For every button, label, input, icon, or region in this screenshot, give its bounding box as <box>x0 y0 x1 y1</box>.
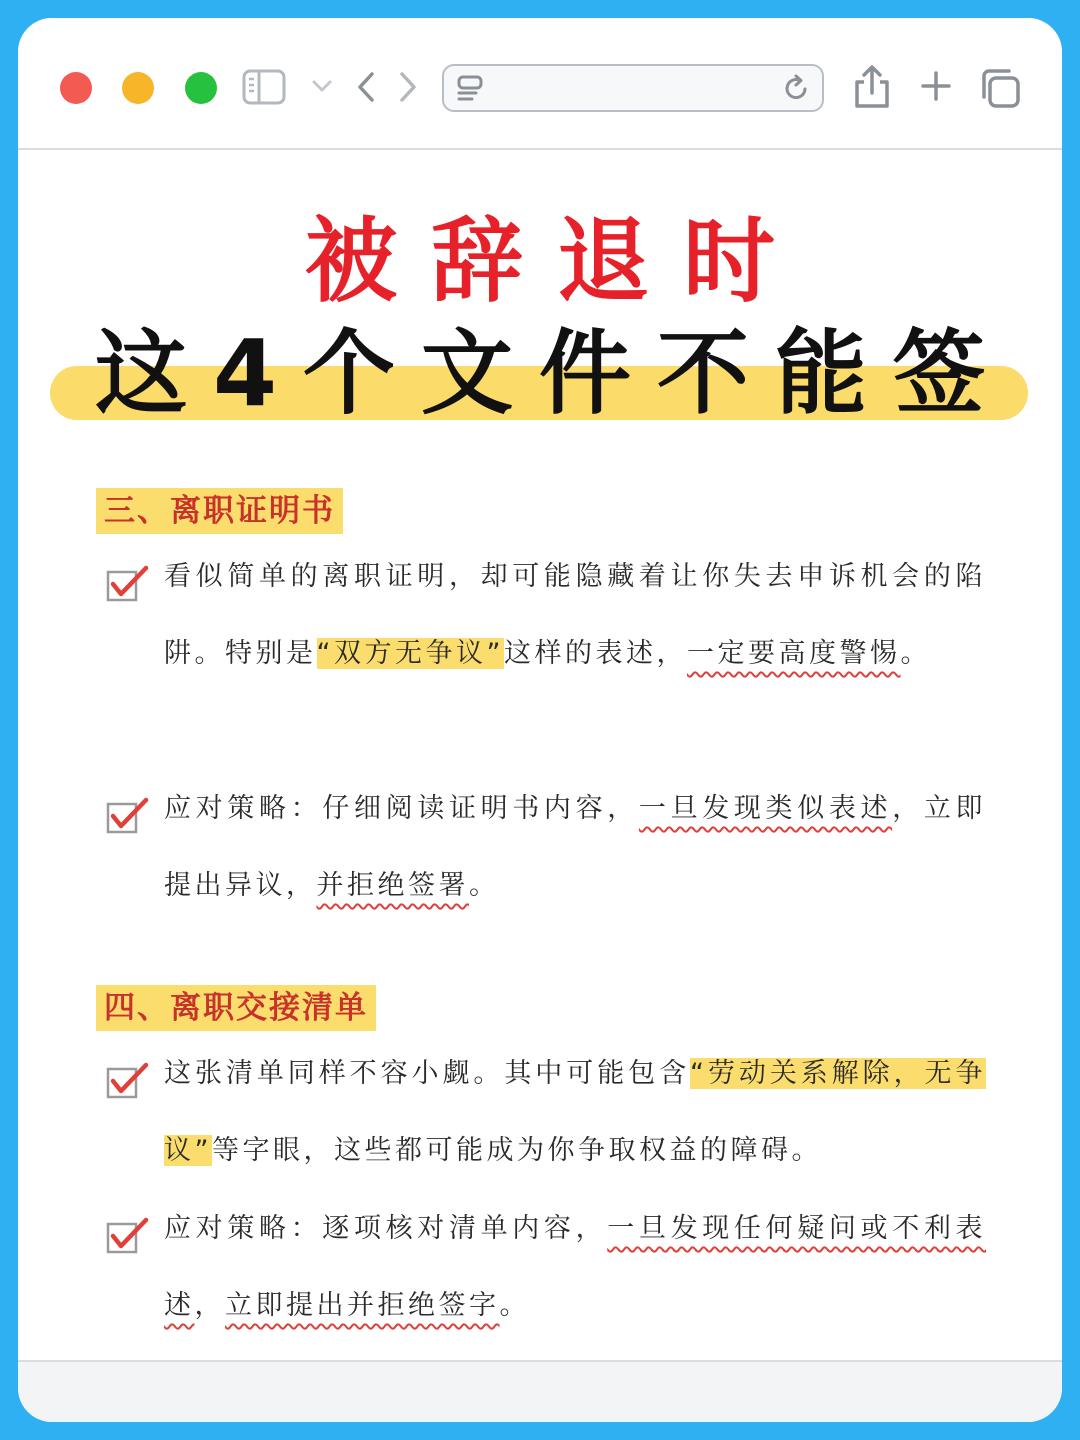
item-text: 应对策略：仔细阅读证明书内容，一旦发现类似表述，立即提出异议，并拒绝签署。 <box>164 793 987 901</box>
close-window-button[interactable] <box>60 72 92 104</box>
wavy-underlined-phrase: 并拒绝签署 <box>316 870 469 901</box>
page-title-line1: 被辞退时 <box>304 208 809 315</box>
wavy-underlined-phrase: 立即提出并拒绝签字 <box>225 1290 500 1321</box>
zoom-window-button[interactable] <box>185 72 217 104</box>
checkbox-checked-icon <box>106 1216 150 1260</box>
wavy-underlined-phrase: 一旦发现任何疑问或不利表述 <box>164 1213 987 1321</box>
item-text: 看似简单的离职证明，却可能隐藏着让你失去申诉机会的陷阱。特别是“双方无争议”这样的表述，一定要高度警惕。 <box>164 561 986 669</box>
item-text: 这张清单同样不容小觑。其中可能包含“劳动关系解除，无争议”等字眼，这些都可能成为你争取权益的障碍。 <box>164 1058 986 1166</box>
list-item <box>106 790 986 924</box>
plus-icon[interactable] <box>920 70 952 102</box>
checkbox-checked-icon <box>106 796 150 840</box>
tabs-icon[interactable] <box>978 66 1022 110</box>
section-heading-3: 三、离职证明书 <box>96 488 343 534</box>
checkbox-checked-icon <box>106 564 150 608</box>
browser-toolbar <box>18 18 1062 150</box>
share-icon[interactable] <box>850 64 894 110</box>
list-item <box>106 1210 986 1344</box>
wavy-underlined-phrase: 一旦发现类似表述 <box>638 793 893 824</box>
highlighted-phrase: “劳动关系解除，无争议” <box>164 1058 986 1166</box>
highlighted-phrase: “双方无争议” <box>316 638 504 669</box>
address-bar[interactable] <box>442 64 824 112</box>
back-arrow-icon[interactable] <box>354 70 378 104</box>
item-text: 应对策略：逐项核对清单内容，一旦发现任何疑问或不利表述，立即提出并拒绝签字。 <box>164 1213 987 1321</box>
sidebar-icon[interactable] <box>242 69 286 105</box>
list-item <box>106 1055 986 1189</box>
wavy-underlined-phrase: 一定要高度警惕 <box>686 638 901 669</box>
browser-footer-bar <box>18 1360 1062 1422</box>
page-title-line2: 这4个文件不能签 <box>94 320 1011 427</box>
chevron-down-icon[interactable] <box>311 78 333 94</box>
checkbox-checked-icon <box>106 1061 150 1105</box>
forward-arrow-icon[interactable] <box>396 70 420 104</box>
section-heading-4: 四、离职交接清单 <box>96 985 376 1031</box>
browser-window <box>18 18 1062 1422</box>
minimize-window-button[interactable] <box>122 72 154 104</box>
reload-icon[interactable] <box>784 74 810 106</box>
address-input[interactable] <box>492 72 766 104</box>
list-item <box>106 558 986 692</box>
page-content <box>18 150 1062 1360</box>
site-icon <box>456 74 484 106</box>
